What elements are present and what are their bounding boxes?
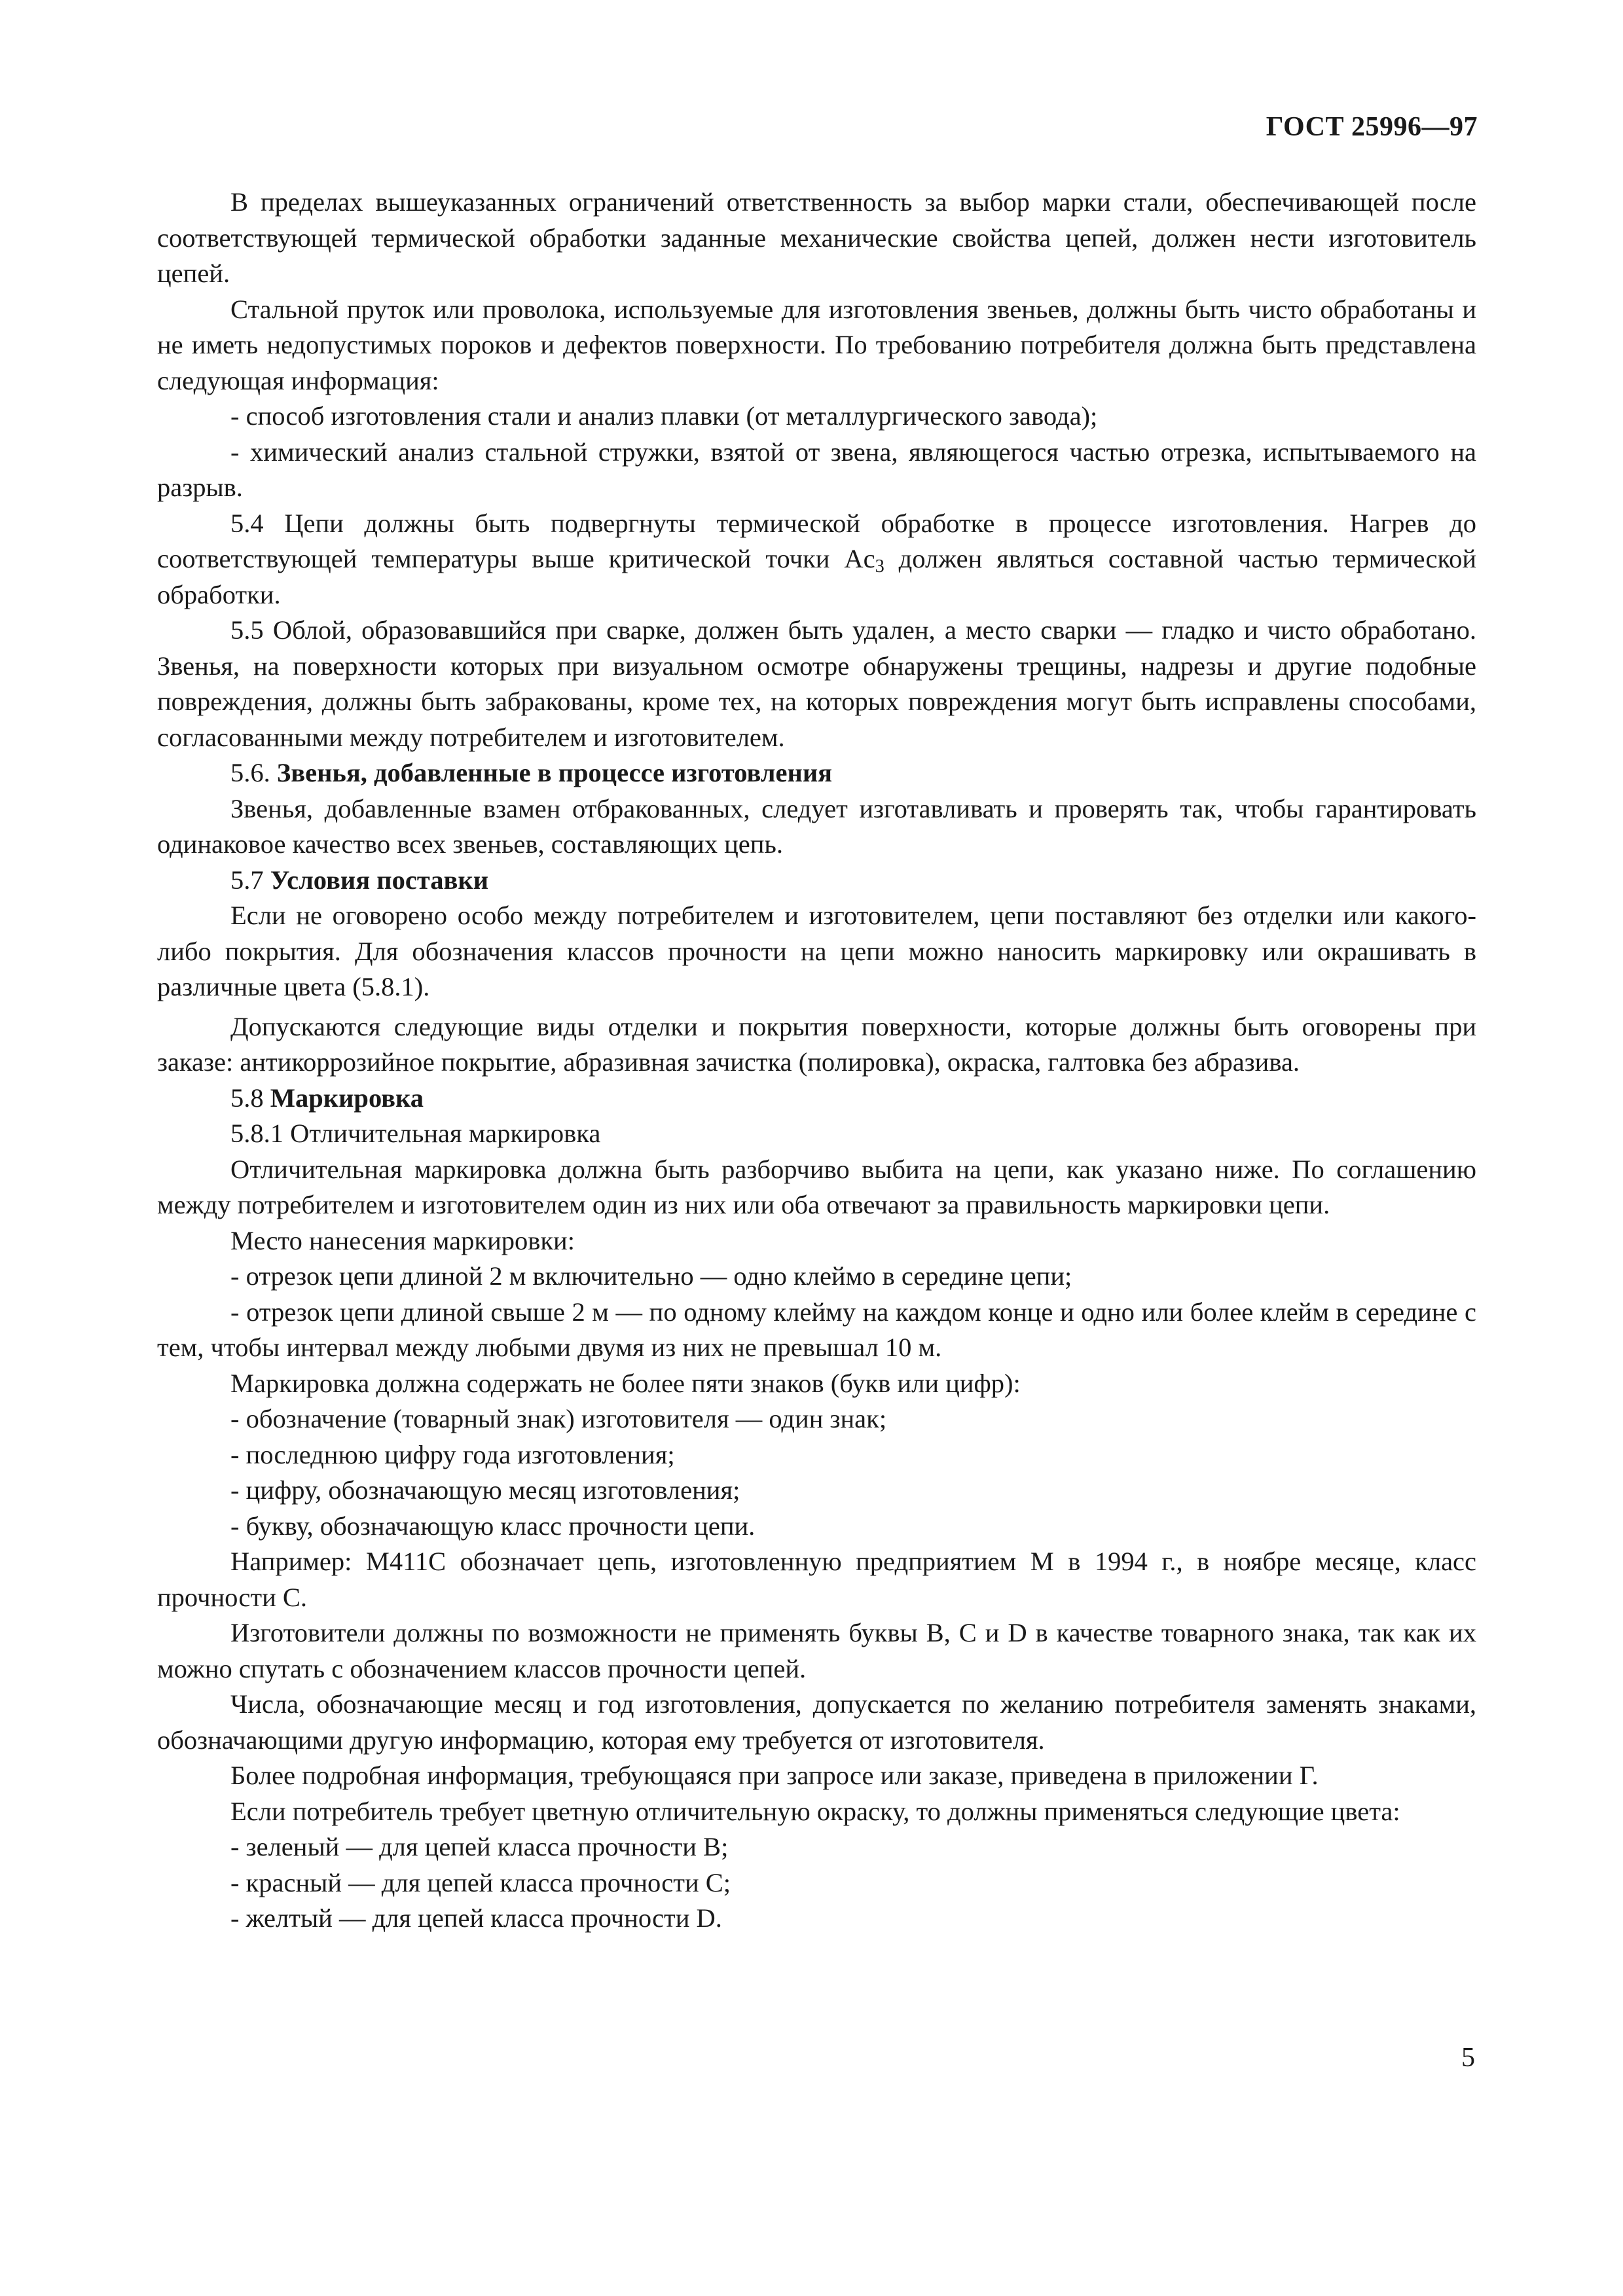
section-5-6-title: Звенья, добавленные в процессе изготовления <box>276 758 833 787</box>
section-5-4-text: 5.4 Цепи должны быть подвергнуты термической обработке в процессе изготовления. Нагрев до соответствующей температуры выше критической точки Ac <box>157 508 1476 573</box>
section-5-8-heading <box>157 1081 1476 1117</box>
document-header: ГОСТ 25996—97 <box>1266 112 1478 142</box>
list-item-color-green: - зеленый — для цепей класса прочности В; <box>230 1832 729 1861</box>
list-item-steel-method: - способ изготовления стали и анализ плавки (от металлургического завода); <box>230 401 1098 431</box>
section-5-7-title: Условия поставки <box>270 865 489 895</box>
paragraph-color-intro: Если потребитель требует цветную отличительную окраску, то должны применяться следующие цвета: <box>230 1796 1400 1826</box>
marking-place-title: Место нанесения маркировки: <box>230 1225 575 1255</box>
section-5-7-heading <box>157 863 1476 899</box>
list-item-color-red: - красный — для цепей класса прочности С; <box>230 1867 731 1897</box>
list-item-mark-4: - букву, обозначающую класс прочности цепи. <box>230 1511 756 1541</box>
section-5-4 <box>157 506 1476 613</box>
section-5-4-text-end: должен являться составной частью термической обработки. <box>157 544 1477 609</box>
section-5-7-number: 5.7 <box>230 865 264 895</box>
paragraph-responsibility: В пределах вышеуказанных ограничений ответственность за выбор марки стали, обеспечивающей после соответствующей термической обработки заданные механические свойства цепей, должен нести изготовитель цепей. <box>157 187 1476 288</box>
page-number: 5 <box>1461 2043 1475 2073</box>
list-item-place-1: - отрезок цепи длиной 2 м включительно — одно клеймо в середине цепи; <box>230 1261 1072 1291</box>
paragraph-steel-rod: Стальной пруток или проволока, используемые для изготовления звеньев, должны быть чисто обработаны и не иметь недопустимых пороков и дефектов поверхности. По требованию потребителя должна быть представлена следующая информация: <box>157 294 1476 395</box>
section-5-6-number: 5.6. <box>230 758 270 787</box>
paragraph-numbers: Числа, обозначающие месяц и год изготовления, допускается по желанию потребителя заменять знаками, обозначающими другую информацию, которая ему требуется от изготовителя. <box>157 1689 1476 1755</box>
list-item-color-yellow: - желтый — для цепей класса прочности D. <box>230 1903 722 1933</box>
section-5-8-1-text: Отличительная маркировка должна быть разборчиво выбита на цепи, как указано ниже. По соглашению между потребителем и изготовителем один из них или оба отвечают за правильность маркировки цепи. <box>157 1154 1476 1219</box>
section-5-6-text: Звенья, добавленные взамен отбракованных, следует изготавливать и проверять так, чтобы гарантировать одинаковое качество всех звеньев, составляющих цепь. <box>157 793 1476 859</box>
section-5-8-title: Маркировка <box>270 1083 424 1113</box>
section-5-8-1-heading: 5.8.1 Отличительная маркировка <box>230 1119 601 1148</box>
list-item-mark-2: - последнюю цифру года изготовления; <box>230 1439 675 1469</box>
list-item-mark-3: - цифру, обозначающую месяц изготовления; <box>230 1475 740 1505</box>
list-item-chemical-analysis: - химический анализ стальной стружки, взятой от звена, являющегося частью отрезка, испытываемого на разрыв. <box>157 437 1476 502</box>
section-5-8-number: 5.8 <box>230 1083 264 1113</box>
section-5-7-text-1: Если не оговорено особо между потребителем и изготовителем, цепи поставляют без отделки или какого-либо покрытия. Для обозначения классов прочности на цепи можно наносить маркировку или окрашивать в различные цвета (5.8.1). <box>157 901 1476 1001</box>
marking-content-title: Маркировка должна содержать не более пяти знаков (букв или цифр): <box>230 1368 1021 1398</box>
list-item-mark-1: - обозначение (товарный знак) изготовителя — один знак; <box>230 1404 887 1433</box>
section-5-5: 5.5 Облой, образовавшийся при сварке, должен быть удален, а место сварки — гладко и чисто обработано. Звенья, на поверхности которых при визуальном осмотре обнаружены трещины, надрезы и другие подобные повреждения, должны быть забракованы, кроме тех, на которых повреждения могут быть исправлены способами, согласованными между потребителем и изготовителем. <box>157 615 1476 752</box>
list-item-place-2: - отрезок цепи длиной свыше 2 м — по одному клейму на каждом конце и одно или более клейм в середине с тем, чтобы интервал между любыми двумя из них не превышал 10 м. <box>157 1297 1476 1362</box>
document-body <box>157 185 1476 1937</box>
section-5-6-heading <box>157 755 1476 791</box>
section-5-4-subscript: 3 <box>875 556 884 577</box>
paragraph-more-info: Более подробная информация, требующаяся при запросе или заказе, приведена в приложении Г. <box>230 1761 1319 1790</box>
paragraph-letters: Изготовители должны по возможности не применять буквы В, С и D в качестве товарного знака, так как их можно спутать с обозначением классов прочности цепей. <box>157 1618 1476 1683</box>
paragraph-example: Например: M411C обозначает цепь, изготовленную предприятием М в 1994 г., в ноябре месяце, класс прочности С. <box>157 1547 1476 1612</box>
section-5-7-text-2: Допускаются следующие виды отделки и покрытия поверхности, которые должны быть оговорены при заказе: антикоррозийное покрытие, абразивная зачистка (полировка), окраска, галтовка без абразива. <box>157 1011 1476 1077</box>
